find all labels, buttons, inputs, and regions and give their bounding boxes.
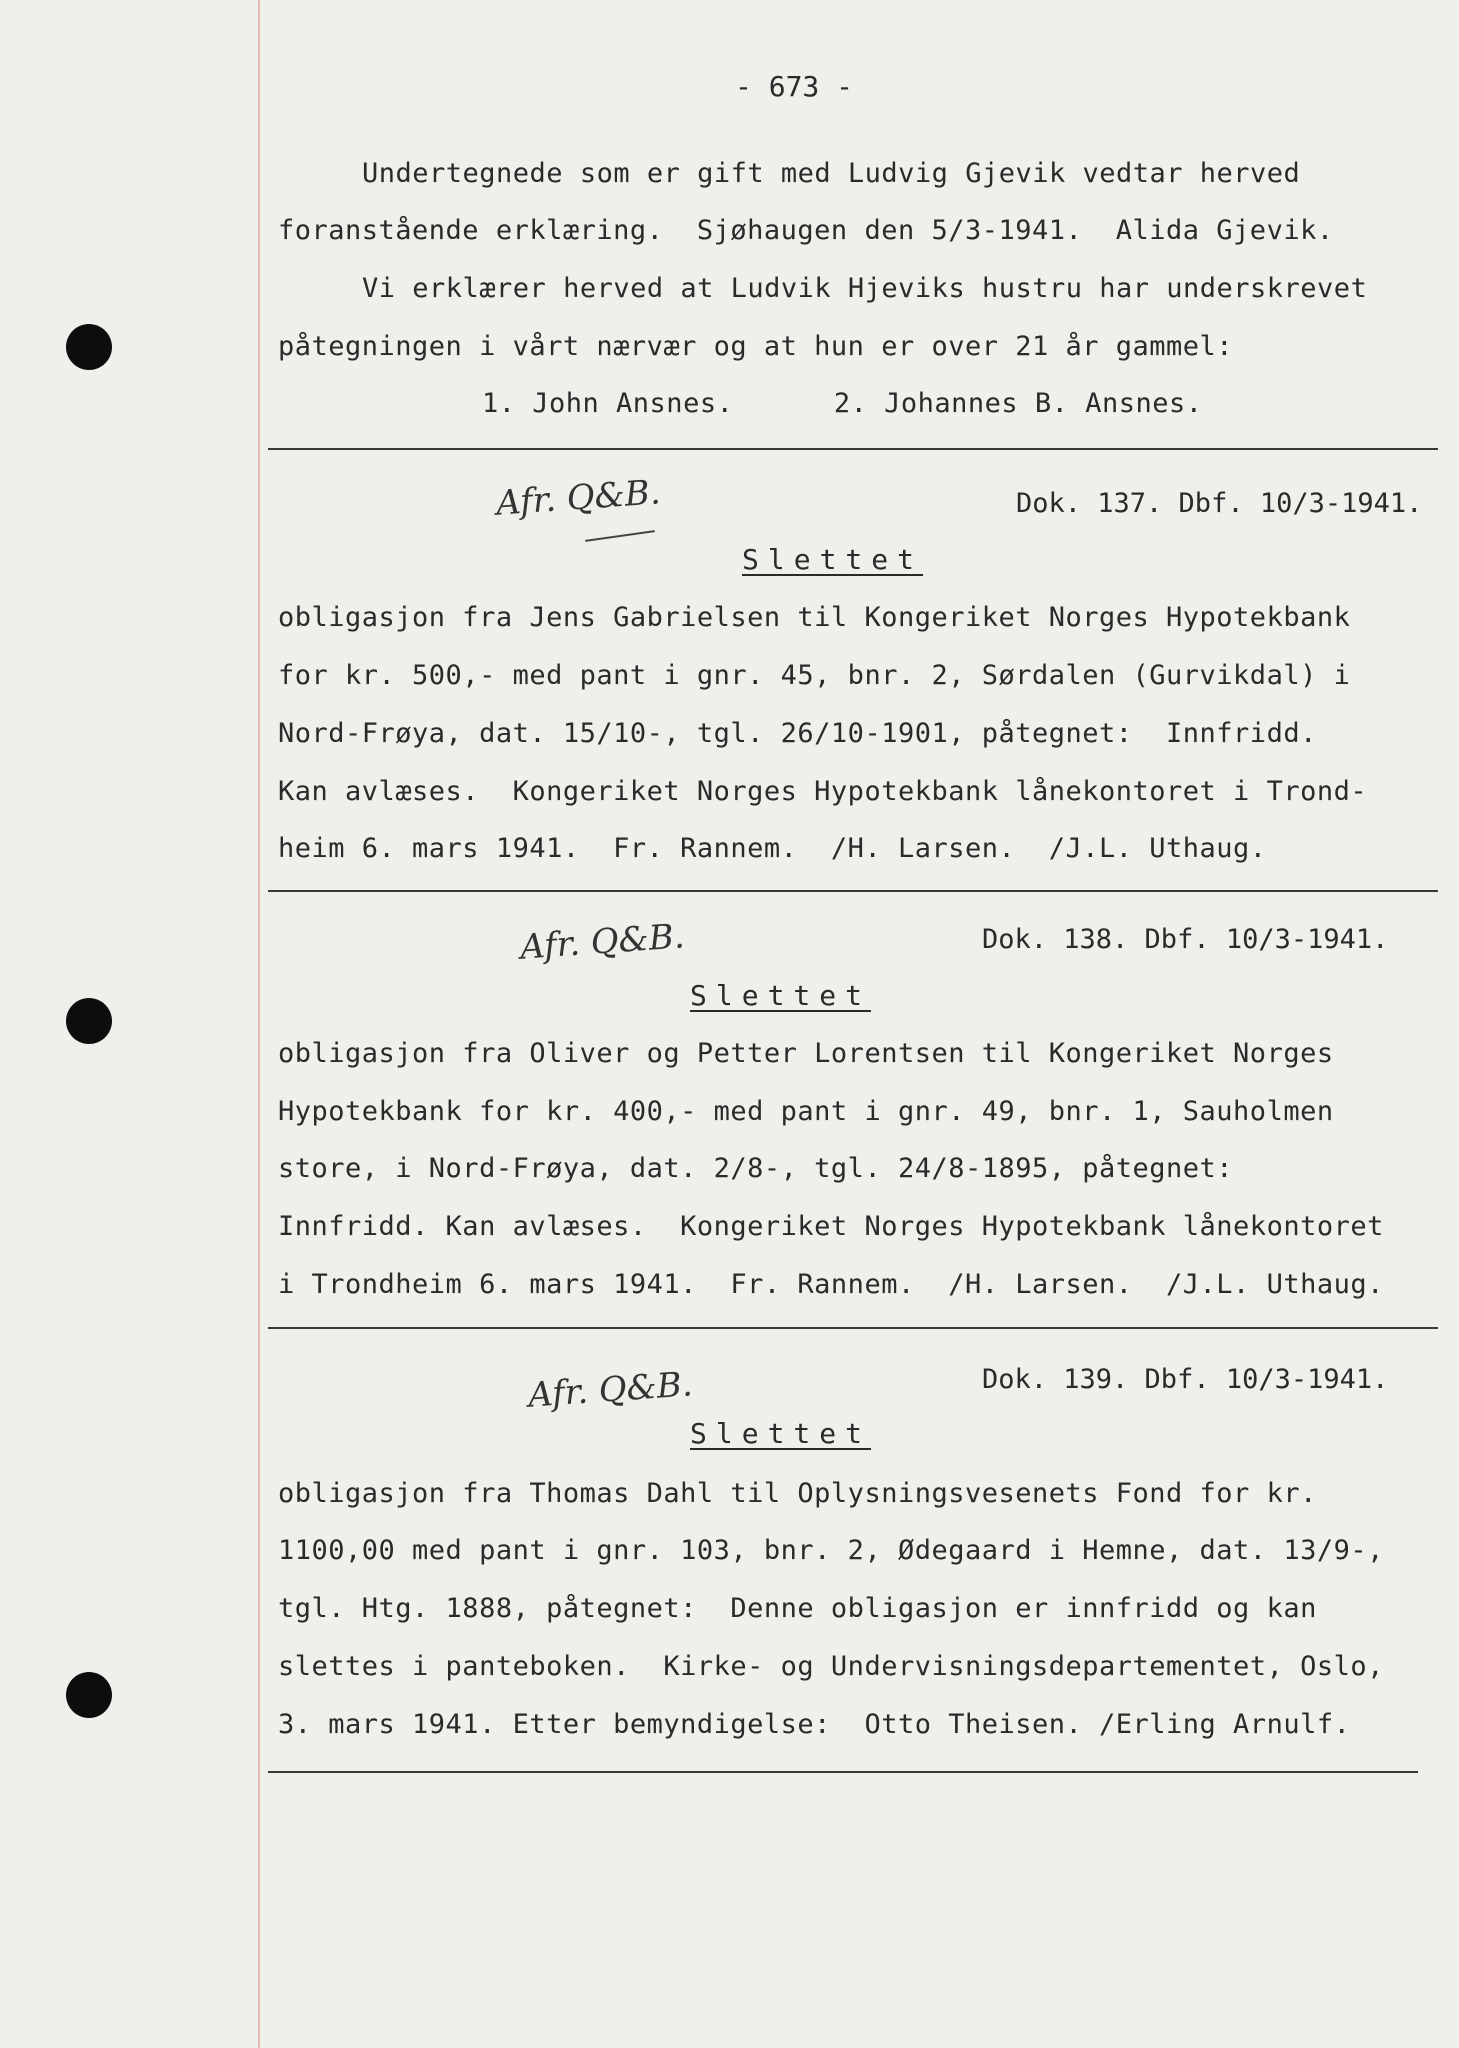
entry-line: obligasjon fra Jens Gabrielsen til Kongeriket Norges Hypotekbank (278, 602, 1351, 633)
entry-line: Nord-Frøya, dat. 15/10-, tgl. 26/10-1901, påtegnet: Innfridd. (278, 718, 1317, 749)
punch-hole-icon (66, 998, 112, 1044)
entry-line: heim 6. mars 1941. Fr. Rannem. /H. Larsen. /J.L. Uthaug. (278, 833, 1267, 864)
entry-heading: Slettet (690, 1417, 872, 1450)
punch-hole-icon (66, 324, 112, 370)
entry-line: 3. mars 1941. Etter bemyndigelse: Otto Theisen. /Erling Arnulf. (278, 1709, 1351, 1740)
intro-line: 1. John Ansnes. 2. Johannes B. Ansnes. (482, 388, 1203, 419)
section-divider (268, 890, 1438, 892)
margin-line (258, 0, 260, 2048)
entry-line: Kan avlæses. Kongeriket Norges Hypotekbank lånekontoret i Trond- (278, 776, 1368, 807)
section-divider (268, 1771, 1418, 1773)
entry-reference: Dok. 138. Dbf. 10/3-1941. (982, 924, 1389, 955)
section-divider (268, 1327, 1438, 1329)
entry-heading: Slettet (690, 979, 872, 1012)
entry-reference: Dok. 137. Dbf. 10/3-1941. (1016, 488, 1423, 519)
entry-line: Innfridd. Kan avlæses. Kongeriket Norges Hypotekbank lånekontoret (278, 1211, 1384, 1242)
entry-line: slettes i panteboken. Kirke- og Undervisningsdepartementet, Oslo, (278, 1651, 1384, 1682)
intro-line: Undertegnede som er gift med Ludvig Gjevik vedtar herved (362, 158, 1301, 189)
entry-initials: Afr. Q&B. (494, 472, 662, 524)
entry-line: i Trondheim 6. mars 1941. Fr. Rannem. /H. Larsen. /J.L. Uthaug. (278, 1269, 1384, 1300)
entry-line: for kr. 500,- med pant i gnr. 45, bnr. 2, Sørdalen (Gurvikdal) i (278, 660, 1351, 691)
entry-initials: Afr. Q&B. (518, 916, 686, 968)
signature-dash (585, 530, 655, 542)
entry-line: tgl. Htg. 1888, påtegnet: Denne obligasjon er innfridd og kan (278, 1593, 1317, 1624)
entry-heading: Slettet (742, 543, 924, 576)
section-divider (268, 448, 1438, 450)
entry-line: Hypotekbank for kr. 400,- med pant i gnr. 49, bnr. 1, Sauholmen (278, 1096, 1334, 1127)
intro-line: påtegningen i vårt nærvær og at hun er over 21 år gammel: (278, 331, 1234, 362)
entry-line: obligasjon fra Oliver og Petter Lorentsen til Kongeriket Norges (278, 1038, 1334, 1069)
intro-line: foranstående erklæring. Sjøhaugen den 5/3-1941. Alida Gjevik. (278, 215, 1334, 246)
entry-line: 1100,00 med pant i gnr. 103, bnr. 2, Ødegaard i Hemne, dat. 13/9-, (278, 1535, 1384, 1566)
entry-line: obligasjon fra Thomas Dahl til Oplysningsvesenets Fond for kr. (278, 1478, 1317, 1509)
intro-line: Vi erklærer herved at Ludvik Hjeviks hustru har underskrevet (362, 273, 1368, 304)
entry-reference: Dok. 139. Dbf. 10/3-1941. (982, 1364, 1389, 1395)
entry-line: store, i Nord-Frøya, dat. 2/8-, tgl. 24/8-1895, påtegnet: (278, 1153, 1234, 1184)
page-number: - 673 - (735, 70, 854, 103)
entry-initials: Afr. Q&B. (526, 1364, 694, 1416)
punch-hole-icon (66, 1672, 112, 1718)
